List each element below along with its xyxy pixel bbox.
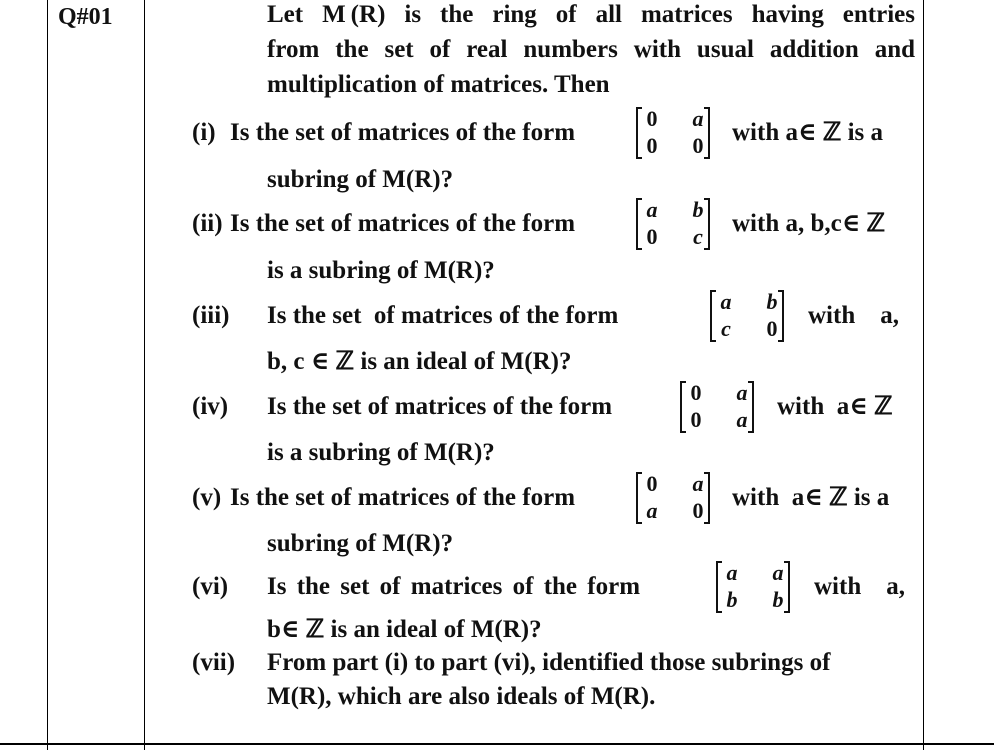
matrix-entry: b <box>766 289 778 314</box>
matrix-entry: 0 <box>692 498 704 523</box>
part-vi-pre: Is the set of matrices of the form <box>267 573 641 600</box>
matrix-entry: a <box>692 106 704 131</box>
matrix-entry: 0 <box>692 133 704 158</box>
part-vii-line-2: M(R), which are also ideals of M(R). <box>267 683 656 710</box>
matrix-entry: a <box>772 560 784 585</box>
part-vii-line-1: From part (i) to part (vi), identified those subrings of <box>267 649 831 676</box>
part-v-cont: subring of M(R)? <box>267 530 454 557</box>
matrix-entry: b <box>692 197 704 222</box>
part-v-label: (v) <box>192 484 222 511</box>
matrix-entry: a <box>646 197 658 222</box>
part-iii-post: with a, <box>808 302 899 329</box>
part-iv-pre: Is the set of matrices of the form <box>267 393 613 420</box>
part-ii-label: (ii) <box>192 210 223 237</box>
matrix-entry: a <box>726 560 738 585</box>
part-vi-cont: b∈ ℤ is an ideal of M(R)? <box>267 616 542 643</box>
part-vi-label: (vi) <box>192 573 229 600</box>
part-ii-matrix <box>636 197 710 251</box>
part-iv-label: (iv) <box>192 393 229 420</box>
matrix-entry: 0 <box>646 133 658 158</box>
part-i-matrix <box>636 106 710 160</box>
intro-line-1: Let M (R) is the ring of all matrices having entries <box>267 1 915 28</box>
intro-line-2: from the set of real numbers with usual addition and <box>267 36 915 63</box>
part-v-pre: Is the set of matrices of the form <box>230 484 576 511</box>
intro-line-3: multiplication of matrices. Then <box>267 71 610 98</box>
matrix-entry: 0 <box>766 316 778 341</box>
part-vii-label: (vii) <box>192 649 236 676</box>
matrix-entry: 0 <box>690 380 702 405</box>
matrix-entry: a <box>646 498 658 523</box>
part-i-cont: subring of M(R)? <box>267 166 454 193</box>
part-ii-pre: Is the set of matrices of the form <box>230 210 576 237</box>
matrix-entry: a <box>720 289 732 314</box>
part-ii-cont: is a subring of M(R)? <box>267 257 495 284</box>
part-vi-matrix <box>716 560 790 614</box>
part-i-pre: Is the set of matrices of the form <box>230 119 576 146</box>
matrix-entry: a <box>736 407 748 432</box>
part-iv-post: with a∈ ℤ <box>777 393 893 420</box>
part-vi-post: with a, <box>814 573 905 600</box>
matrix-entry: c <box>693 224 703 249</box>
table-column-divider <box>144 0 145 750</box>
matrix-entry: 0 <box>690 407 702 432</box>
part-iii-cont: b, c ∈ ℤ is an ideal of M(R)? <box>267 348 572 375</box>
matrix-entry: 0 <box>646 224 658 249</box>
matrix-entry: a <box>692 471 704 496</box>
matrix-entry: a <box>736 380 748 405</box>
table-right-border <box>923 0 924 750</box>
matrix-entry: c <box>721 316 731 341</box>
part-i-post: with a∈ ℤ is a <box>732 119 884 146</box>
question-id: Q#01 <box>58 4 113 30</box>
matrix-entry: 0 <box>646 106 658 131</box>
matrix-entry: 0 <box>646 471 658 496</box>
part-v-matrix <box>636 471 710 525</box>
part-ii-post: with a, b,c∈ ℤ <box>732 210 886 237</box>
matrix-entry: b <box>726 587 738 612</box>
matrix-entry: b <box>772 587 784 612</box>
table-bottom-border <box>0 743 994 745</box>
part-i-label: (i) <box>192 119 216 146</box>
part-iv-matrix <box>680 380 754 434</box>
part-iv-cont: is a subring of M(R)? <box>267 439 495 466</box>
part-iii-label: (iii) <box>192 302 230 329</box>
part-iii-matrix <box>710 289 784 343</box>
part-v-post: with a∈ ℤ is a <box>732 484 890 511</box>
table-left-border <box>47 0 48 750</box>
part-iii-pre: Is the set of matrices of the form <box>267 302 619 329</box>
